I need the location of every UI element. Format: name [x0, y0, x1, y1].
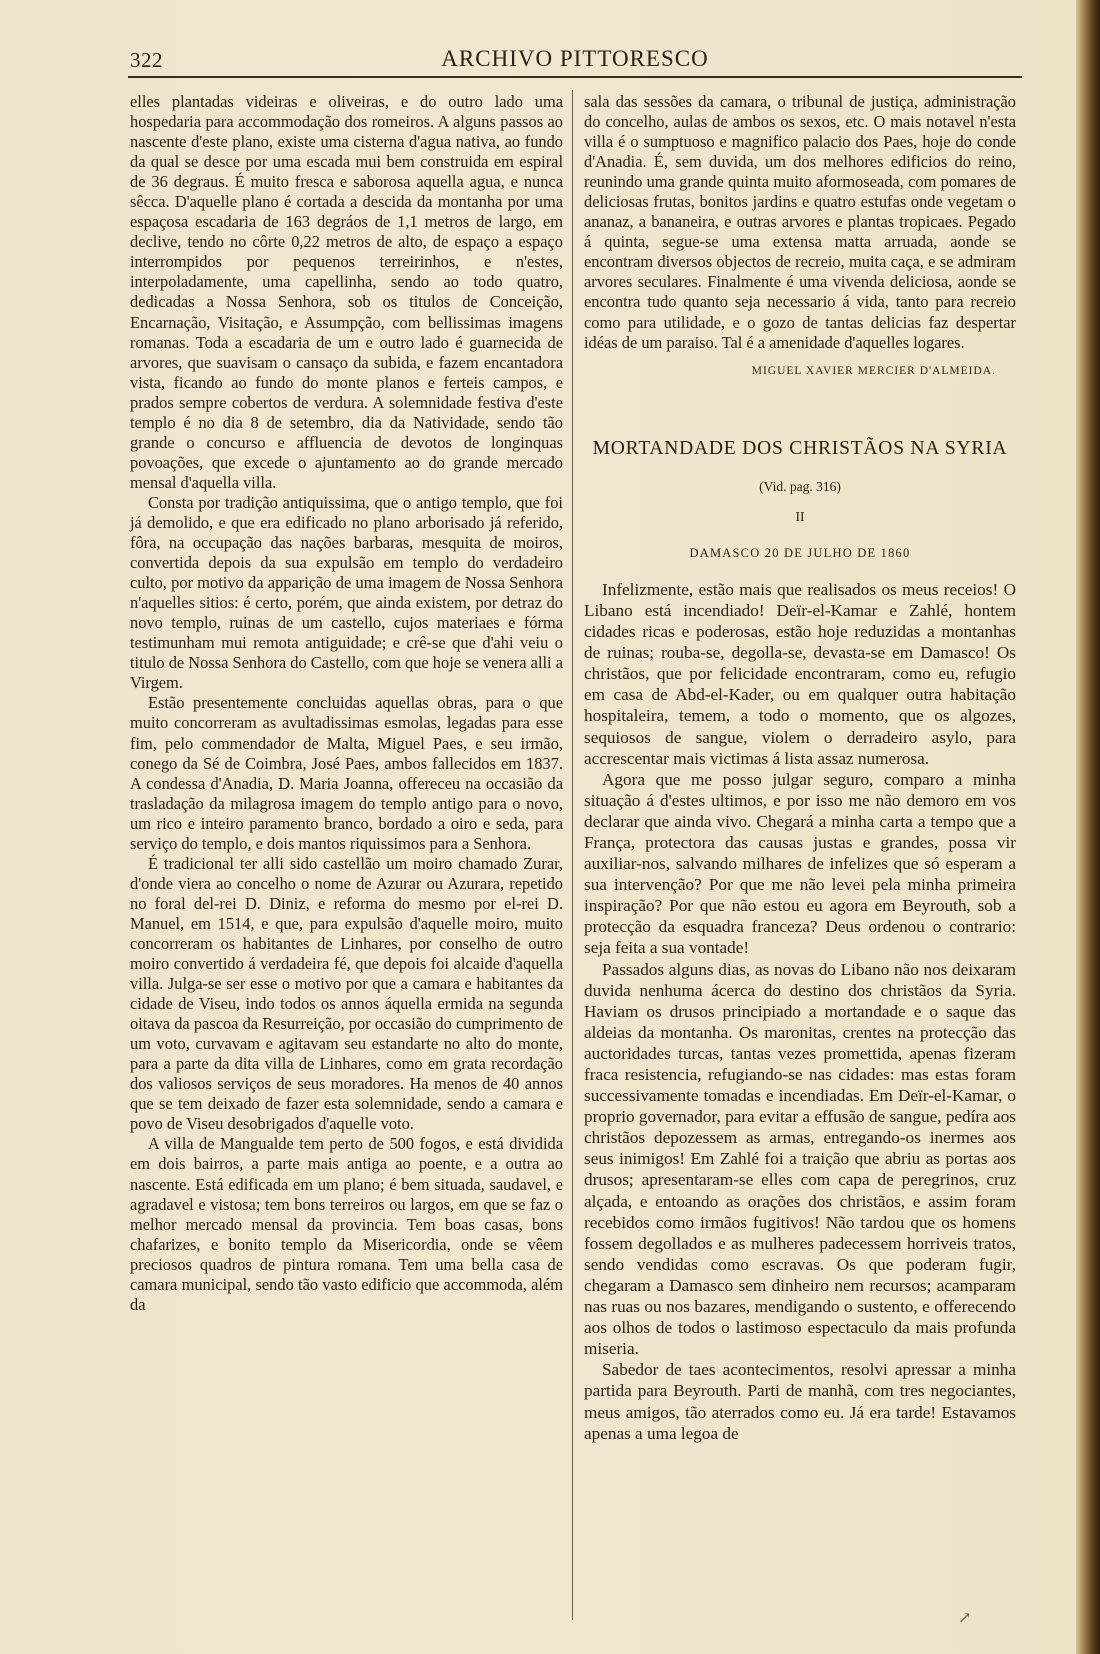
paragraph: sala das sessões da camara, o tribunal de justiça, administração do concelho, aulas de ambos os sexos, etc. O mais notavel n'esta villa é o sumptuoso e magnifico palacio dos Paes, hoje do conde d'Anadia. É, sem duvida, um dos melhores edificios do reino, reunindo uma grande quinta muito aformoseada, com pomares de deliciosas frutas, bonitos jardins e quatro estufas onde vegetam o ananaz, a bananeira, e outras arvores e plantas tropicaes. Pegado á quinta, segue-se uma extensa matta arruada, aonde se encontram diversos objectos de recreio, muita caça, e se admiram arvores seculares. Finalmente é uma vivenda deliciosa, aonde se encontra tudo quanto seja necessario á vida, tanto para recreio como para utilidade, e o gozo de tantas delicias faz despertar idéas de um paraiso. Tal é a amenidade d'aquelles logares. [584, 92, 1016, 352]
left-column [130, 92, 563, 1315]
paragraph: É tradicional ter alli sido castellão um moiro chamado Zurar, d'onde viera ao concelho o nome de Azurar ou Azurara, repetido no foral del-rei D. Diniz, e reforma do mesmo por el-rei D. Manuel, em 1514, e que, para expulsão d'aquelle moiro, muito concorreram os habitantes de Linhares, por conselho de outro moiro convertido á verdadeira fé, que depois foi alcaide d'aquella villa. Julga-se ser esse o motivo por que a camara e habitantes da cidade de Viseu, indo todos os annos áquella ermida na segunda oitava da pascoa da Resurreição, por occasião do cumprimento de um voto, curvavam e agitavam seu estandarte no alto do monte, para a parte da dita villa de Linhares, como em grata recordação dos valiosos serviços de seus moradores. Ha menos de 40 annos que se tem deixado de fazer esta solemnidade, sendo a camara e povo de Viseu desobrigados d'aquelle voto. [130, 853, 563, 1134]
page-header [130, 44, 1020, 76]
paragraph: A villa de Mangualde tem perto de 500 fogos, e está dividida em dois bairros, a parte mais antiga ao poente, e a outra ao nascente. Está edificada em um plano; é bem situada, saudavel, e agradavel e vistosa; tem bons terreiros ou largos, em que se faz o melhor mercado mensal da provincia. Tem boas casas, bons chafarizes, e bonito templo da Misericordia, onde se vêem preciosos quadros de pintura romana. Tem uma bella casa de camara municipal, sendo tão vasto edificio que accommoda, além da [130, 1134, 563, 1314]
dateline: DAMASCO 20 DE JULHO DE 1860 [689, 545, 911, 560]
article-body [584, 579, 1016, 1444]
paragraph: Infelizmente, estão mais que realisados os meus receios! O Libano está incendiado! Deïr-el-Kamar e Zahlé, hontem cidades ricas e poderosas, estão hoje reduzidas a montanhas de ruinas; rouba-se, degolla-se, devasta-se em Damasco! Os christãos, que por felicidade encontraram, como eu, refugio em casa de Abd-el-Kader, ou em qualquer outra habitação hospitaleira, temem, a todo o momento, que os algozes, sequiosos de sangue, violem o derradeiro asylo, para accrescentar mais victimas á lista assaz numerosa. [584, 579, 1016, 768]
article-title: MORTANDADE DOS CHRISTÃOS NA SYRIA [592, 437, 1008, 459]
print-mark-icon: ↗ [958, 1610, 972, 1627]
author-signature: MIGUEL XAVIER MERCIER D'ALMEIDA. [751, 364, 996, 377]
running-title: ARCHIVO PITTORESCO [441, 46, 709, 71]
paragraph: Consta por tradição antiquissima, que o antigo templo, que foi já demolido, e que era edificado no plano arborisado já referido, fôra, na occupação das nações barbaras, mesquita de moiros, convertida depois da sua expulsão em templo do verdadeiro culto, por motivo da apparição de uma imagem de Nossa Senhora n'aquelles sitios: é certo, porém, que ainda existem, por detraz do novo templo, ruinas de um castello, cujos materiaes e fórma testimunham mui remota antiguidade; e crê-se que d'ahi veiu o titulo de Nossa Senhora do Castello, com que hoje se venera alli a Virgem. [130, 492, 563, 693]
paragraph: Estão presentemente concluidas aquellas obras, para o que muito concorreram as avultadissimas esmolas, legadas para esse fim, pelo commendador de Malta, Miguel Paes, e seu irmão, conego da Sé de Coimbra, José Paes, ambos fallecidos em 1837. A condessa d'Anadia, D. Maria Joanna, offereceu na occasião da trasladação da milagrosa imagem do templo antigo para o novo, um rico e inteiro paramento branco, bordado a oiro e seda, para serviço do templo, e dois mantos riquissimos para a Senhora. [130, 693, 563, 853]
right-column [584, 92, 1016, 1444]
page-number: 322 [130, 48, 163, 72]
header-rule [128, 76, 1022, 78]
paragraph: Sabedor de taes acontecimentos, resolvi apressar a minha partida para Beyrouth. Parti de manhã, com tres negociantes, meus amigos, tão aterrados como eu. Já era tarde! Estavamos apenas a uma legoa de [584, 1360, 1016, 1443]
book-binding-edge [1076, 0, 1100, 1654]
page-reference: (Vid. pag. 316) [759, 478, 841, 494]
paragraph: Passados alguns dias, as novas do Libano não nos deixaram duvida nenhuma ácerca do destino dos christãos da Syria. Haviam os drusos principiado a mortandade e o saque das aldeias da montanha. Os maronitas, crentes na protecção das auctoridades turcas, tantas vezes promettida, apenas fizeram fraca resistencia, refugiando-se nas cidades: mas estas foram successivamente tomadas e incendiadas. Em Deïr-el-Kamar, o proprio governador, para evitar a effusão de sangue, pedíra aos christãos depozessem as armas, entregando-os inermes aos seus inimigos! Em Zahlé foi a traição que abriu as portas aos drusos; apresentaram-se elles com capa de peregrinos, cruz alçada, e entoando as orações dos christãos, e assim foram recebidos como irmãos fugitivos! Não tardou que os homens fossem degollados e as mulheres padecessem horriveis tratos, sendo vendidas como escravas. Os que poderam fugir, chegaram a Damasco sem dinheiro nem recursos; acamparam nas ruas ou nos bazares, mendigando o sustento, e offerecendo aos olhos de todos o lastimoso espectaculo da mais profunda miseria. [584, 959, 1016, 1359]
paragraph: elles plantadas videiras e oliveiras, e do outro lado uma hospedaria para accommodação dos romeiros. A alguns passos ao nascente d'este plano, existe uma cisterna d'agua nativa, ao fundo da qual se desce por uma escada mui bem construida em espiral de 36 degraus. É muito fresca e saborosa aquella agua, e nunca sêcca. D'aquelle plano é cortada a descida da montanha por uma espaçosa escadaria de 163 degráos de 1,1 metros de largo, em declive, tendo no côrte 0,22 metros de alto, de espaço a espaço interrompidos por pequenos terreirinhos, e n'estes, interpoladamente, uma capellinha, sendo ao todo quatro, dedicadas a Nossa Senhora, sob os titulos de Conceição, Encarnação, Visitação, e Assumpção, com bellissimas imagens romanas. Toda a escadaria de um e outro lado é guarnecida de arvores, que suavisam o cansaço da subida, e fazem encantadora vista, ficando ao fundo do monte planos e ferteis campos, e prados sempre cobertos de verdura. A solemnidade festiva d'este templo é no dia 8 de setembro, dia da Natividade, sendo tão grande o concurso e affluencia de devotos de longinquas povoações, que excede o ajuntamento ao do grande mercado mensal d'aquella villa. [130, 92, 563, 492]
part-number: II [795, 508, 805, 524]
paragraph: Agora que me posso julgar seguro, comparo a minha situação á d'estes ultimos, e por isso me não demoro em vos declarar que ainda vivo. Chegará a minha carta a tempo que a França, protectora das causas justas e grandes, possa vir auxiliar-nos, salvando milhares de infelizes que só esperam a sua intervenção? Por que me não levei pela minha primeira inspiração? Por que não estou eu agora em Beyrouth, sob a protecção da esquadra franceza? Deus ordenou o contrario: seja feita a sua vontade! [584, 769, 1016, 958]
column-divider [572, 90, 573, 1620]
